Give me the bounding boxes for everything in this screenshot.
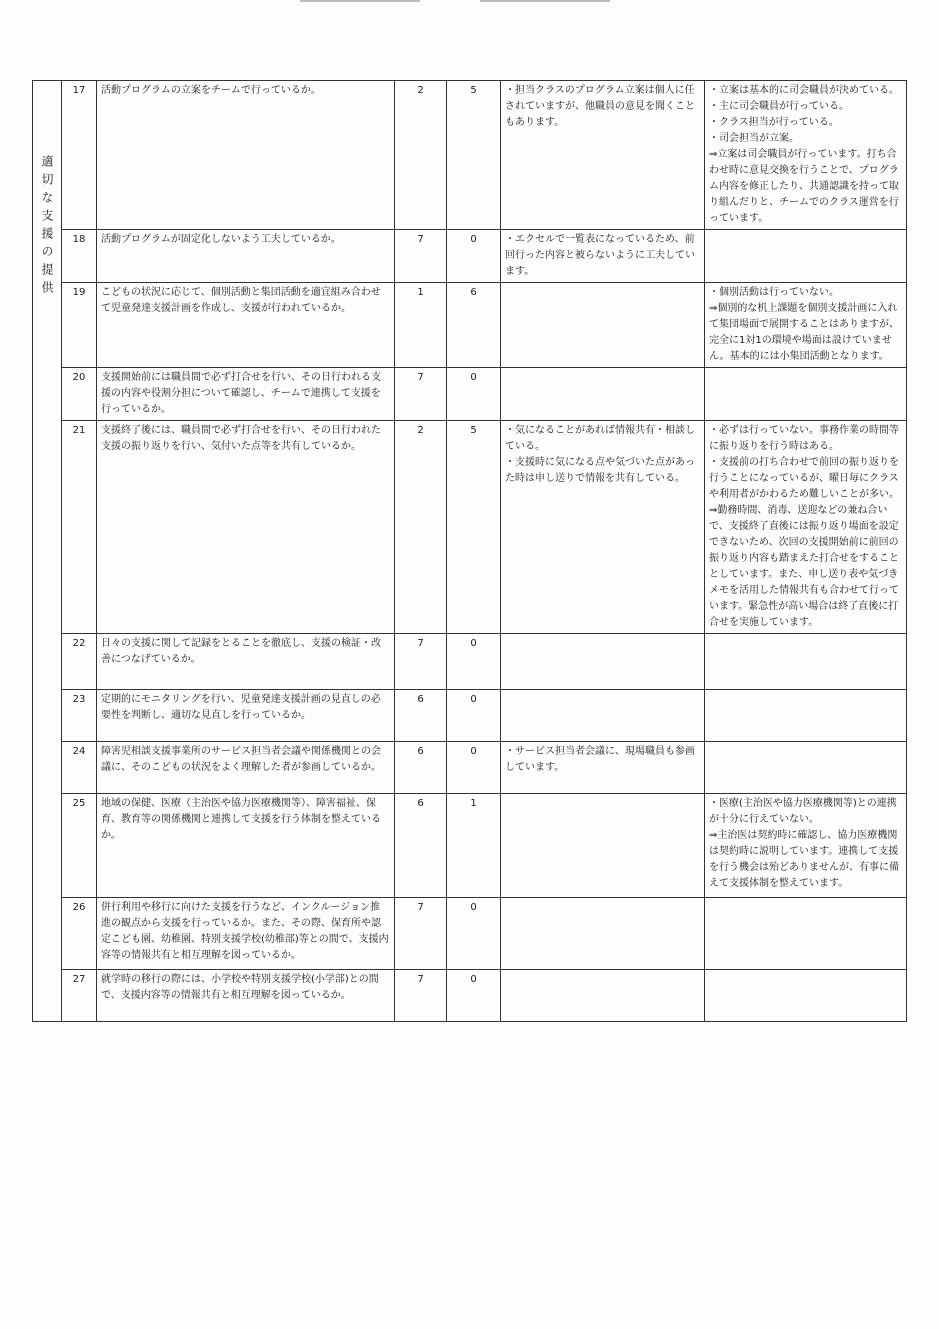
table-row (33, 421, 907, 634)
question-text: 定期的にモニタリングを行い、児童発達支援計画の見直しの必要性を判断し、適切な見直しを行っているか。 (97, 690, 395, 742)
staff-comment: ・エクセルで一覧表になっているため、前回行った内容と被らないように工夫しています。 (501, 230, 705, 283)
staff-comment: ・サービス担当者会議に、現場職員も参画しています。 (501, 742, 705, 794)
item-number: 27 (62, 970, 97, 1022)
no-count: 0 (447, 634, 501, 690)
no-count: 0 (447, 230, 501, 283)
question-text: 支援終了後には、職員間で必ず打合せを行い、その日行われた支援の振り返りを行い、気付いた点等を共有しているか。 (97, 421, 395, 634)
question-text: 活動プログラムの立案をチームで行っているか。 (97, 81, 395, 230)
scan-edge-mark (480, 0, 610, 2)
question-text: 地域の保健、医療（主治医や協力医療機関等）、障害福祉、保育、教育等の関係機関と連携して支援を行う体制を整えているか。 (97, 794, 395, 898)
table-row (33, 283, 907, 368)
no-count: 5 (447, 81, 501, 230)
no-count: 0 (447, 742, 501, 794)
category-label (33, 81, 62, 1022)
question-text: 活動プログラムが固定化しないよう工夫しているか。 (97, 230, 395, 283)
improvement-comment (705, 690, 907, 742)
question-text: 日々の支援に関して記録をとることを徹底し、支援の検証・改善につなげているか。 (97, 634, 395, 690)
improvement-comment (705, 368, 907, 421)
staff-comment: ・担当クラスのプログラム立案は個人に任されていますが、他職員の意見を聞くこともあります。 (501, 81, 705, 230)
item-number: 25 (62, 794, 97, 898)
improvement-comment: ・立案は基本的に司会職員が決めている。 ・主に司会職員が行っている。 ・クラス担当が行っている。 ・司会担当が立案。 ⇒立案は司会職員が行っています。打ち合わせ時に意見交換を行うことで、プログラム内容を修正したり、共通認識を持って取り組んだりと、チームでのクラス運営を行っています。 (705, 81, 907, 230)
table-row (33, 368, 907, 421)
staff-comment (501, 634, 705, 690)
staff-comment (501, 690, 705, 742)
table-row (33, 794, 907, 898)
yes-count: 7 (395, 970, 447, 1022)
yes-count: 7 (395, 368, 447, 421)
yes-count: 1 (395, 283, 447, 368)
item-number: 18 (62, 230, 97, 283)
question-text: 就学時の移行の際には、小学校や特別支援学校(小学部)との間で、支援内容等の情報共有と相互理解を図っているか。 (97, 970, 395, 1022)
improvement-comment (705, 230, 907, 283)
staff-comment (501, 898, 705, 970)
yes-count: 6 (395, 794, 447, 898)
yes-count: 7 (395, 898, 447, 970)
item-number: 17 (62, 81, 97, 230)
improvement-comment (705, 742, 907, 794)
no-count: 0 (447, 368, 501, 421)
item-number: 20 (62, 368, 97, 421)
yes-count: 7 (395, 634, 447, 690)
staff-comment (501, 368, 705, 421)
question-text: 併行利用や移行に向けた支援を行うなど、インクルージョン推進の観点から支援を行っているか。また、その際、保育所や認定こども園、幼稚園、特別支援学校(幼稚部)等との間で、支援内容等の情報共有と相互理解を図っているか。 (97, 898, 395, 970)
table-row (33, 742, 907, 794)
table-row (33, 230, 907, 283)
question-text: 障害児相談支援事業所のサービス担当者会議や関係機関との会議に、そのこどもの状況をよく理解した者が参画しているか。 (97, 742, 395, 794)
evaluation-table (32, 80, 907, 1022)
no-count: 0 (447, 690, 501, 742)
staff-comment: ・気になることがあれば情報共有・相談している。 ・支援時に気になる点や気づいた点があった時は申し送りで情報を共有している。 (501, 421, 705, 634)
staff-comment (501, 283, 705, 368)
improvement-comment: ・個別活動は行っていない。 ⇒個別的な机上課題を個別支援計画に入れて集団場面で展開することはありますが、完全に1対1の環境や場面は設けていません。基本的には小集団活動となります。 (705, 283, 907, 368)
no-count: 5 (447, 421, 501, 634)
item-number: 19 (62, 283, 97, 368)
question-text: こどもの状況に応じて、個別活動と集団活動を適宜組み合わせて児童発達支援計画を作成し、支援が行われているか。 (97, 283, 395, 368)
improvement-comment (705, 970, 907, 1022)
table-row (33, 690, 907, 742)
yes-count: 2 (395, 421, 447, 634)
no-count: 0 (447, 970, 501, 1022)
table-row (33, 634, 907, 690)
no-count: 0 (447, 898, 501, 970)
staff-comment (501, 794, 705, 898)
no-count: 6 (447, 283, 501, 368)
yes-count: 6 (395, 690, 447, 742)
table-row (33, 898, 907, 970)
yes-count: 2 (395, 81, 447, 230)
table-row (33, 81, 907, 230)
staff-comment (501, 970, 705, 1022)
improvement-comment (705, 634, 907, 690)
item-number: 24 (62, 742, 97, 794)
item-number: 26 (62, 898, 97, 970)
item-number: 21 (62, 421, 97, 634)
item-number: 22 (62, 634, 97, 690)
yes-count: 7 (395, 230, 447, 283)
question-text: 支援開始前には職員間で必ず打合せを行い、その日行われる支援の内容や役割分担について確認し、チームで連携して支援を行っているか。 (97, 368, 395, 421)
improvement-comment: ・必ずは行っていない。事務作業の時間等に振り返りを行う時はある。 ・支援前の打ち合わせで前回の振り返りを行うことになっているが、曜日毎にクラスや利用者がかわるため難しいことが多い。 ⇒勤務時間、消毒、送迎などの兼ね合いで、支援終了直後には振り返り場面を設定できないため、次回の支援開始前に前回の振り返り内容も踏まえた打合せをすることとしています。また、申し送り表や気づきメモを活用した情報共有も合わせて行っています。緊急性が高い場合は終了直後に打合せを実施しています。 (705, 421, 907, 634)
scan-edge-mark (300, 0, 420, 2)
item-number: 23 (62, 690, 97, 742)
yes-count: 6 (395, 742, 447, 794)
table-row (33, 970, 907, 1022)
no-count: 1 (447, 794, 501, 898)
category-text: 適切な支援の提供 (40, 155, 54, 299)
improvement-comment (705, 898, 907, 970)
improvement-comment: ・医療(主治医や協力医療機関等)との連携が十分に行えていない。 ⇒主治医は契約時に確認し、協力医療機関は契約時に説明しています。連携して支援を行う機会は殆どありませんが、有事に備えて支援体制を整えています。 (705, 794, 907, 898)
